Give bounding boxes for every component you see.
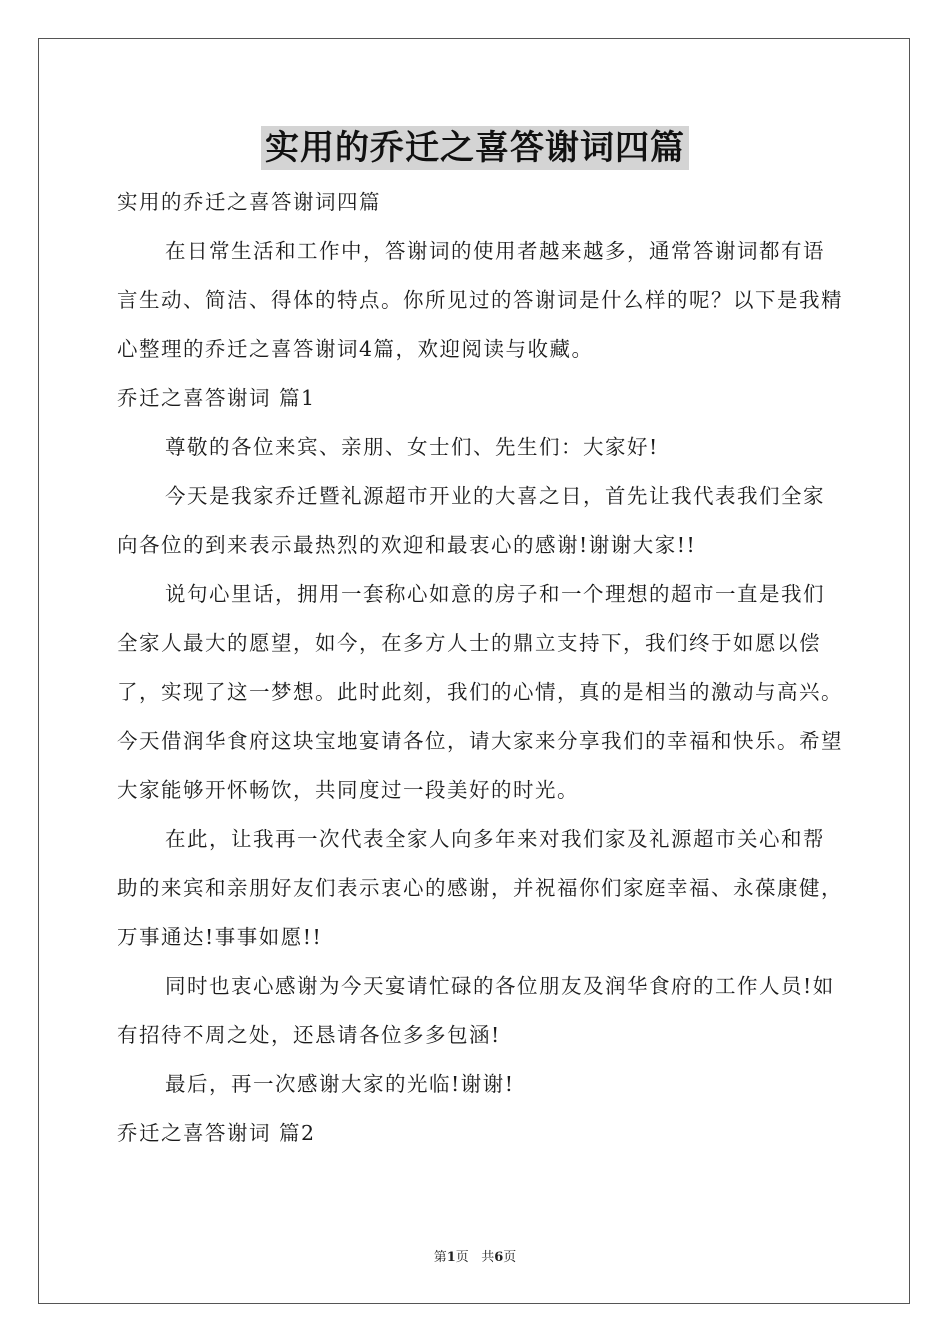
page-suffix: 页: [455, 1250, 469, 1265]
document-title-wrap: [0, 126, 950, 170]
paragraph-greeting: 尊敬的各位来宾、亲朋、女士们、先生们：大家好!: [165, 435, 659, 459]
total-pages: 6: [494, 1250, 504, 1265]
section-heading-2: 乔迁之喜答谢词 篇2: [117, 1121, 316, 1145]
document-subtitle: 实用的乔迁之喜答谢词四篇: [117, 190, 381, 214]
paragraph-thanks: 在此，让我再一次代表全家人向多年来对我们家及礼源超市关心和帮助的来宾和亲朋好友们表示衷心的感谢，并祝福你们家庭幸福、永葆康健，万事通达!事事如愿!!: [117, 827, 843, 949]
paragraph-welcome: 今天是我家乔迁暨礼源超市开业的大喜之日，首先让我代表我们全家向各位的到来表示最热烈的欢迎和最衷心的感谢!谢谢大家!!: [117, 484, 825, 557]
paragraph-wish: 说句心里话，拥用一套称心如意的房子和一个理想的超市一直是我们全家人最大的愿望，如今，在多方人士的鼎立支持下，我们终于如愿以偿了，实现了这一梦想。此时此刻，我们的心情，真的是相当的激动与高兴。今天借润华食府这块宝地宴请各位，请大家来分享我们的幸福和快乐。希望大家能够开怀畅饮，共同度过一段美好的时光。: [117, 582, 843, 802]
paragraph-staff-thanks: 同时也衷心感谢为今天宴请忙碌的各位朋友及润华食府的工作人员!如有招待不周之处，还恳请各位多多包涵!: [117, 974, 835, 1047]
intro-paragraph: 在日常生活和工作中，答谢词的使用者越来越多，通常答谢词都有语言生动、简洁、得体的特点。你所见过的答谢词是什么样的呢？以下是我精心整理的乔迁之喜答谢词4篇，欢迎阅读与收藏。: [117, 239, 843, 361]
page-number: 1: [446, 1250, 456, 1265]
total-suffix: 页: [503, 1250, 517, 1265]
document-body: [117, 178, 843, 1158]
paragraph-closing: 最后，再一次感谢大家的光临!谢谢!: [165, 1072, 515, 1096]
section-heading-1: 乔迁之喜答谢词 篇1: [117, 386, 316, 410]
document-title: 实用的乔迁之喜答谢词四篇: [261, 126, 689, 170]
page-footer: [0, 1246, 950, 1265]
total-prefix: 共: [481, 1250, 495, 1265]
page-prefix: 第: [433, 1250, 447, 1265]
